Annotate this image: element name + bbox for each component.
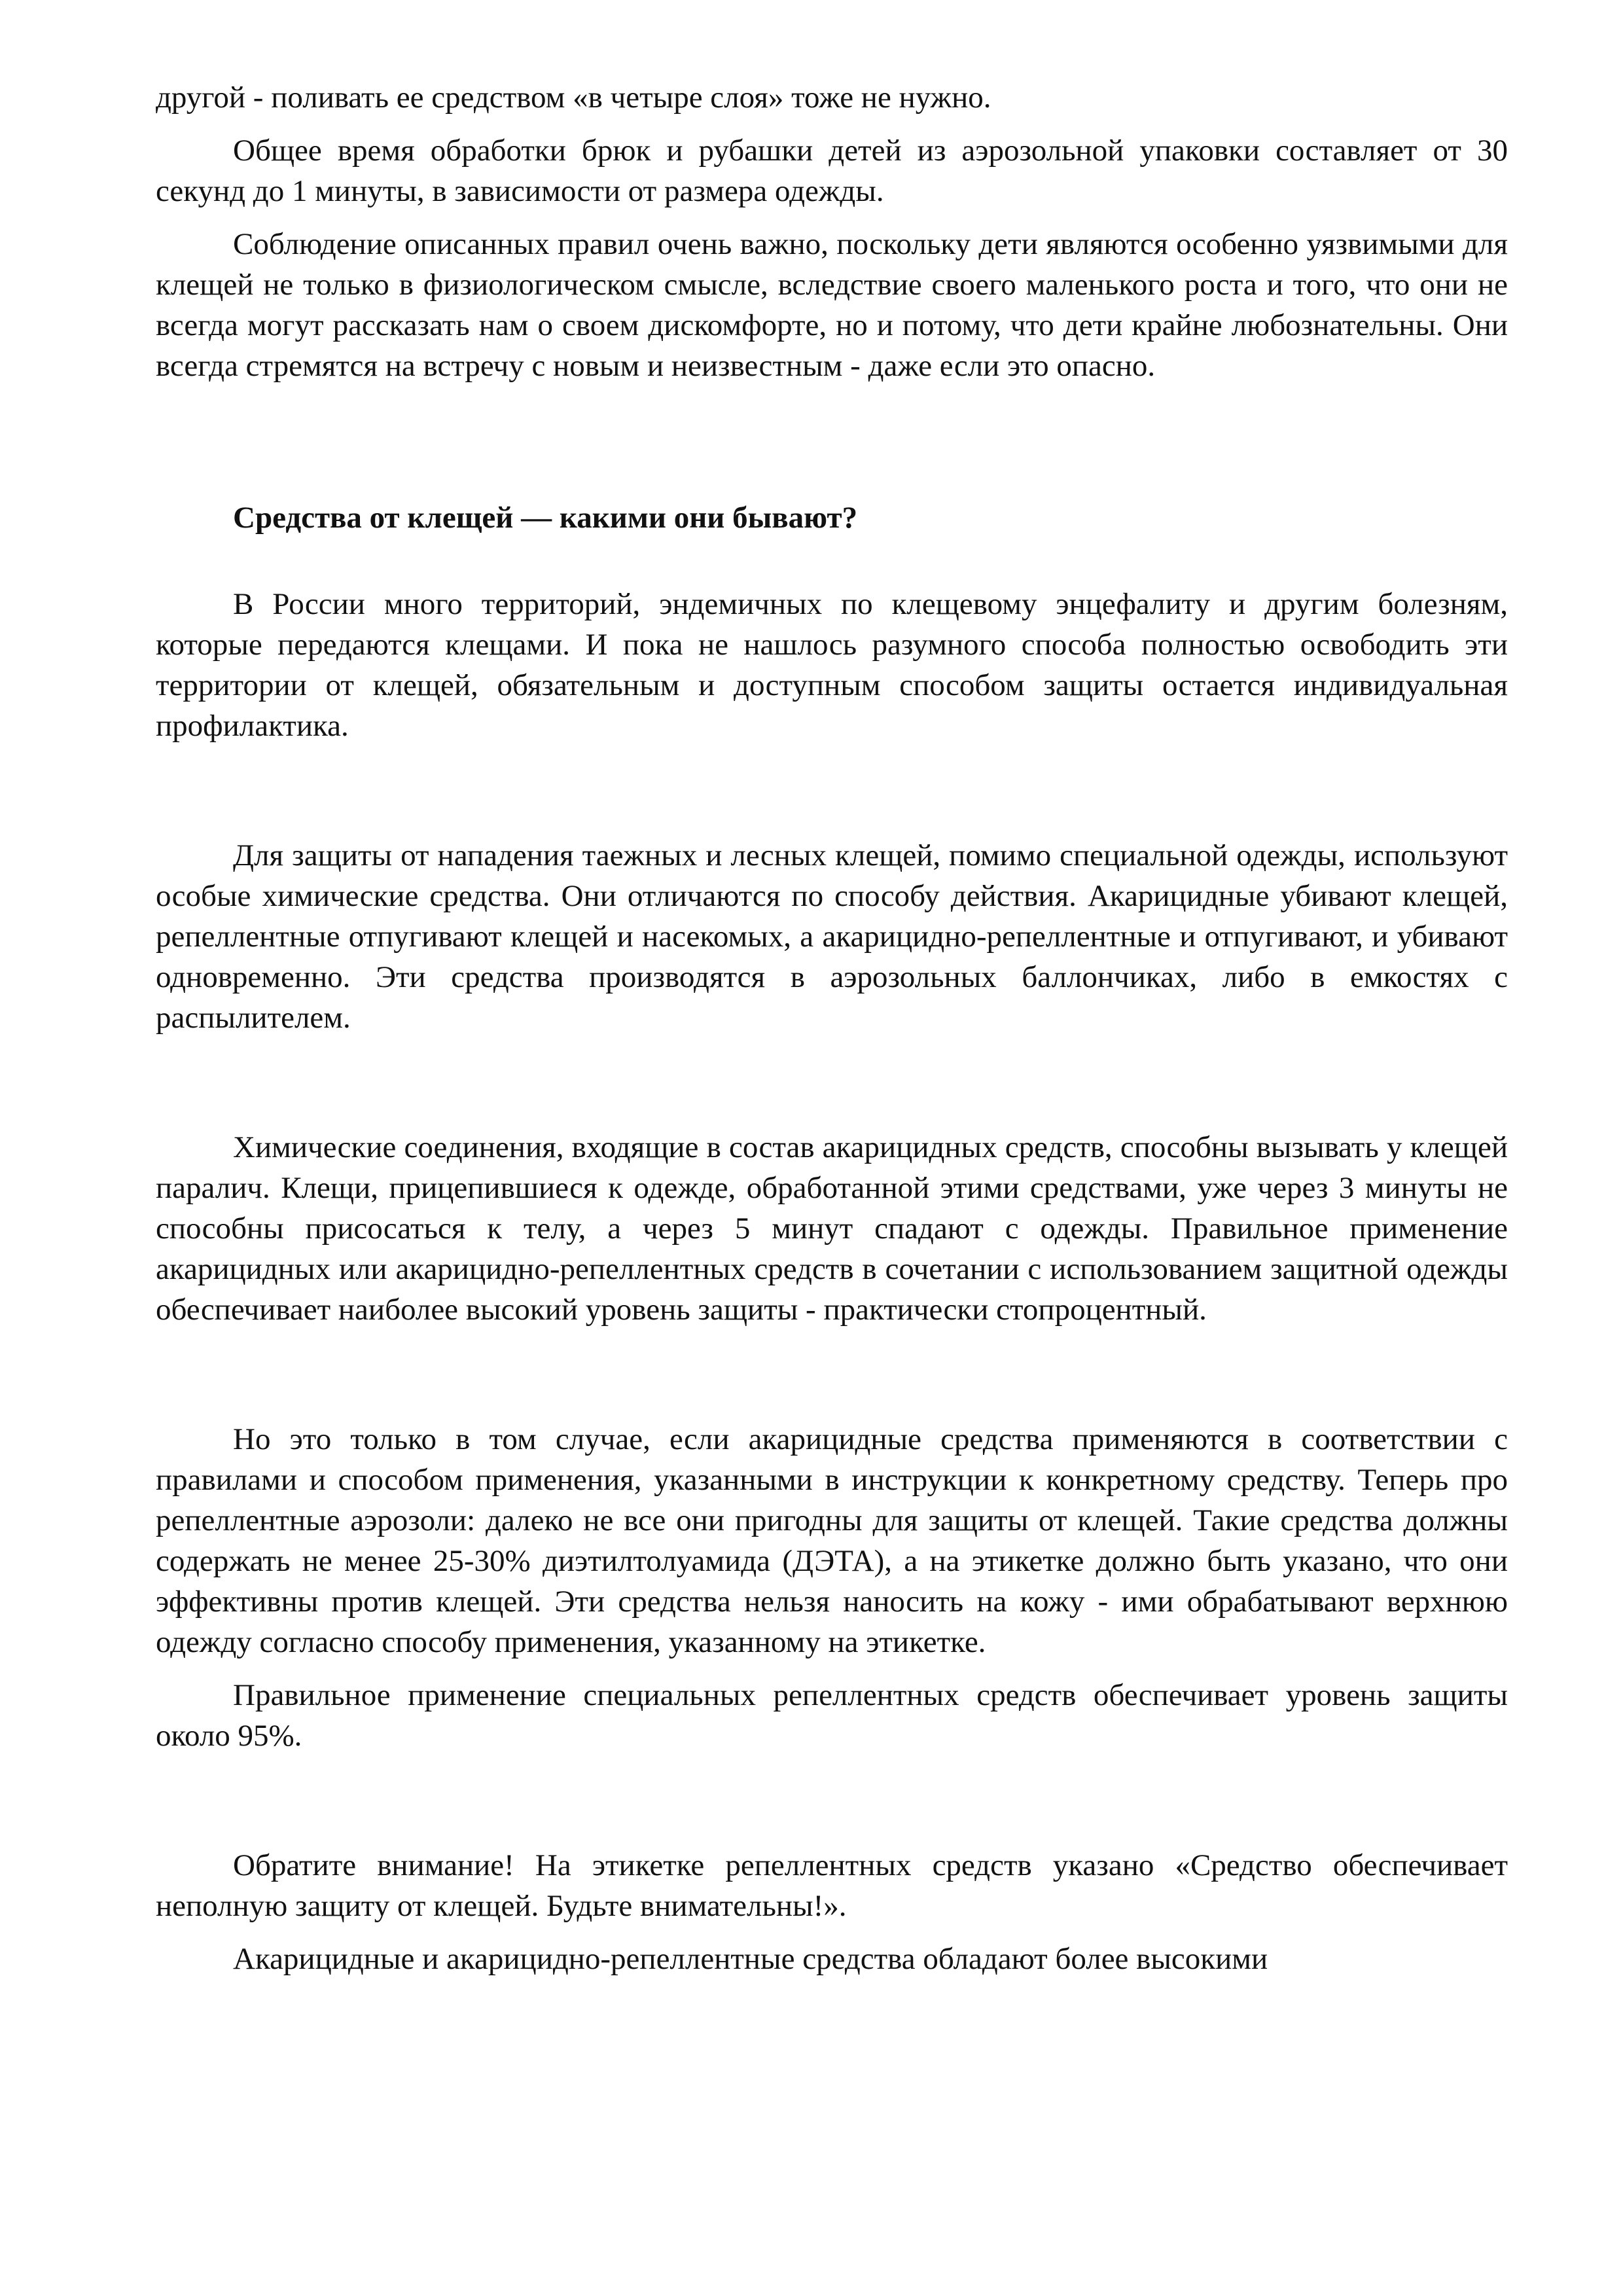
paragraph-acaricide-properties: Акарицидные и акарицидно-репеллентные средства обладают более высокими bbox=[233, 1942, 1268, 1976]
paragraph-repellent-aerosols: Но это только в том случае, если акарицидные средства применяются в соответствии с правилами и способом применения, указанными в инструкции к конкретному средству. Теперь про репеллентные аэрозоли: далеко не все они пригодны для защиты от клещей. Такие средства должны содержать не менее 25-30% диэтилтолуамида (ДЭТА), а на этикетке должно быть указано, что они эффективны против клещей. Эти средства нельзя наносить на кожу - ими обрабатывают верхнюю одежду согласно способу применения, указанному на этикетке. bbox=[156, 1422, 1508, 1659]
paragraph-protection-types: Для защиты от нападения таежных и лесных клещей, помимо специальной одежды, используют особые химические средства. Они отличаются по способу действия. Акарицидные убивают клещей, репеллентные отпугивают клещей и насекомых, а акарицидно-репеллентные и отпугивают, и убивают одновременно. Эти средства производятся в аэрозольных баллончиках, либо в емкостях с распылителем. bbox=[156, 838, 1508, 1035]
paragraph-acaricide-chemistry: Химические соединения, входящие в состав акарицидных средств, способны вызывать у клещей паралич. Клещи, прицепившиеся к одежде, обработанной этими средствами, уже через 3 минуты не способны присосаться к телу, а через 5 минут спадают с одежды. Правильное применение акарицидных или акарицидно-репеллентных средств в сочетании с использованием защитной одежды обеспечивает наиболее высокий уровень защиты - практически стопроцентный. bbox=[156, 1130, 1508, 1327]
paragraph-continuation: другой - поливать ее средством «в четыре слоя» тоже не нужно. bbox=[156, 81, 991, 115]
paragraph-repellent-efficiency: Правильное применение специальных репеллентных средств обеспечивает уровень защиты около 95%. bbox=[156, 1678, 1508, 1753]
paragraph-treatment-time: Общее время обработки брюк и рубашки детей из аэрозольной упаковки составляет от 30 секунд до 1 минуты, в зависимости от размера одежды. bbox=[156, 134, 1508, 208]
section-heading: Средства от клещей — какими они бывают? bbox=[233, 501, 858, 535]
paragraph-children-rules: Соблюдение описанных правил очень важно, поскольку дети являются особенно уязвимыми для клещей не только в физиологическом смысле, вследствие своего маленького роста и того, что они не всегда могут рассказать нам о своем дискомфорте, но и потому, что дети крайне любознательны. Они всегда стремятся на встречу с новым и неизвестным - даже если это опасно. bbox=[156, 227, 1508, 383]
document-page bbox=[156, 77, 1508, 1979]
paragraph-attention-note: Обратите внимание! На этикетке репеллентных средств указано «Средство обеспечивает неполную защиту от клещей. Будьте внимательны!». bbox=[156, 1848, 1508, 1923]
paragraph-russia-territories: В России много территорий, эндемичных по клещевому энцефалиту и другим болезням, которые передаются клещами. И пока не нашлось разумного способа полностью освободить эти территории от клещей, обязательным и доступным способом защиты остается индивидуальная профилактика. bbox=[156, 587, 1508, 743]
